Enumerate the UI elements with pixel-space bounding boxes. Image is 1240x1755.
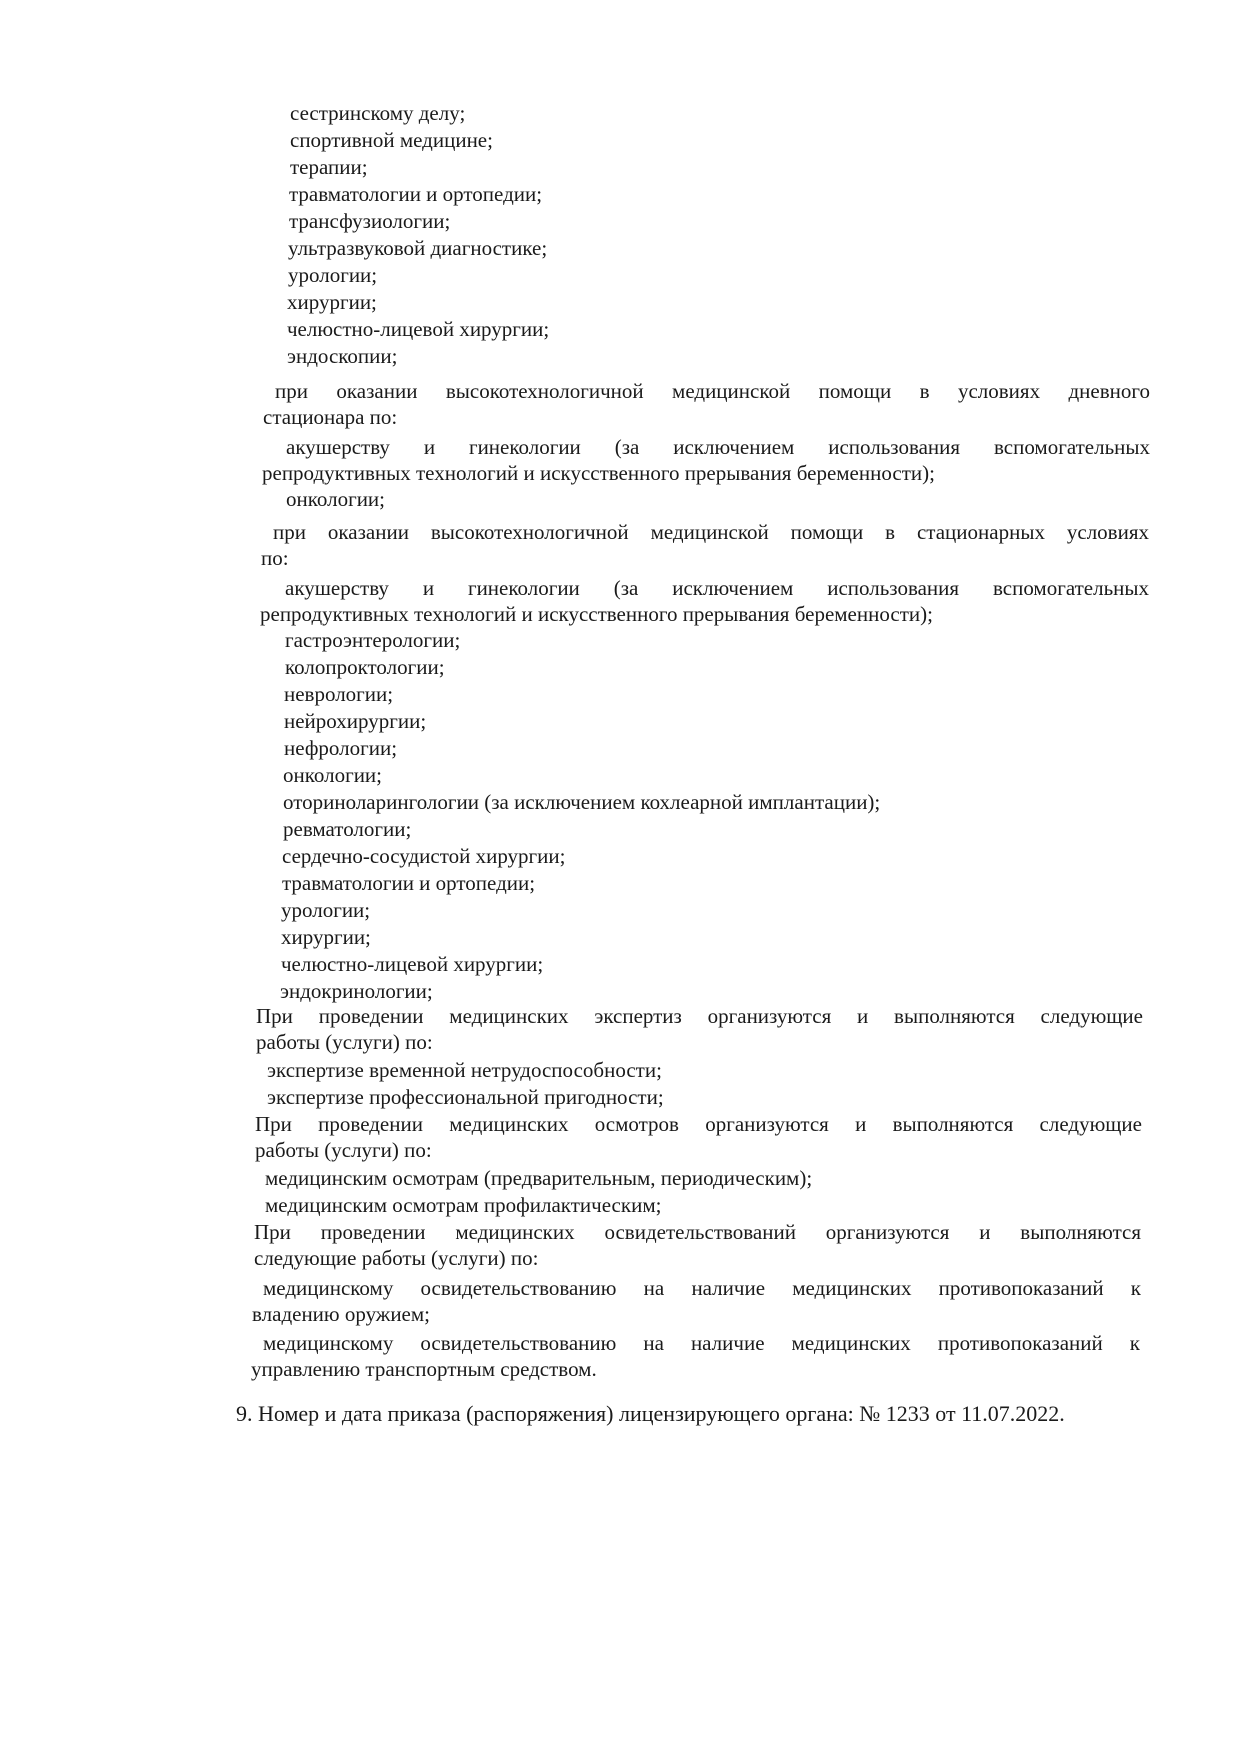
text-line: При проведении медицинских экспертиз организуются и выполняются следующие (256, 1004, 1143, 1028)
text-line: неврологии; (284, 682, 394, 706)
text-line: медицинским осмотрам (предварительным, периодическим); (265, 1166, 813, 1190)
text-line: ревматологии; (283, 817, 412, 841)
text-line: хирургии; (281, 925, 371, 949)
text-line: по: (261, 546, 289, 570)
text-line: медицинскому освидетельствованию на наличие медицинских противопоказаний к (263, 1331, 1140, 1355)
text-line: экспертизе профессиональной пригодности; (267, 1085, 664, 1109)
text-line: работы (услуги) по: (255, 1138, 432, 1162)
text-line: урологии; (288, 263, 378, 287)
text-line: стационара по: (263, 405, 398, 429)
text-line: эндоскопии; (287, 344, 398, 368)
text-line: акушерству и гинекологии (за исключением использования вспомогательных (286, 435, 1150, 459)
text-line: гастроэнтерологии; (285, 628, 461, 652)
text-line: При проведении медицинских осмотров организуются и выполняются следующие (255, 1112, 1142, 1136)
text-line: эндокринологии; (280, 979, 433, 1003)
text-line: челюстно-лицевой хирургии; (287, 317, 550, 341)
text-line: экспертизе временной нетрудоспособности; (267, 1058, 662, 1082)
text-line: травматологии и ортопедии; (282, 871, 536, 895)
text-line: ультразвуковой диагностике; (288, 236, 548, 260)
text-line: следующие работы (услуги) по: (254, 1246, 539, 1270)
text-line: хирургии; (287, 290, 377, 314)
text-line: урологии; (281, 898, 371, 922)
text-line: при оказании высокотехнологичной медицинской помощи в условиях дневного (275, 379, 1150, 403)
text-line: спортивной медицине; (290, 128, 493, 152)
text-line: нефрологии; (284, 736, 398, 760)
text-line: колопроктологии; (285, 655, 445, 679)
text-line: травматологии и ортопедии; (289, 182, 543, 206)
text-line: трансфузиологии; (289, 209, 451, 233)
text-line: сердечно-сосудистой хирургии; (282, 844, 566, 868)
text-line: челюстно-лицевой хирургии; (281, 952, 544, 976)
text-line: при оказании высокотехнологичной медицинской помощи в стационарных условиях (273, 520, 1149, 544)
text-line: медицинским осмотрам профилактическим; (265, 1193, 662, 1217)
text-line: работы (услуги) по: (256, 1030, 433, 1054)
text-line: нейрохирургии; (284, 709, 427, 733)
text-line: онкологии; (286, 487, 386, 511)
text-line: репродуктивных технологий и искусственного прерывания беременности); (260, 602, 933, 626)
text-line: сестринскому делу; (290, 101, 466, 125)
text-line: управлению транспортным средством. (251, 1357, 597, 1381)
text-line: При проведении медицинских освидетельствований организуются и выполняются (254, 1220, 1141, 1244)
text-line: онкологии; (283, 763, 383, 787)
text-line: оториноларингологии (за исключением кохлеарной имплантации); (283, 790, 881, 814)
text-line: медицинскому освидетельствованию на наличие медицинских противопоказаний к (263, 1276, 1141, 1300)
text-line: владению оружием; (252, 1302, 430, 1326)
text-line: акушерству и гинекологии (за исключением использования вспомогательных (285, 576, 1149, 600)
text-line: репродуктивных технологий и искусственного прерывания беременности); (262, 461, 935, 485)
order-number-line: 9. Номер и дата приказа (распоряжения) лицензирующего органа: № 1233 от 11.07.2022. (236, 1401, 1065, 1426)
text-line: терапии; (290, 155, 368, 179)
